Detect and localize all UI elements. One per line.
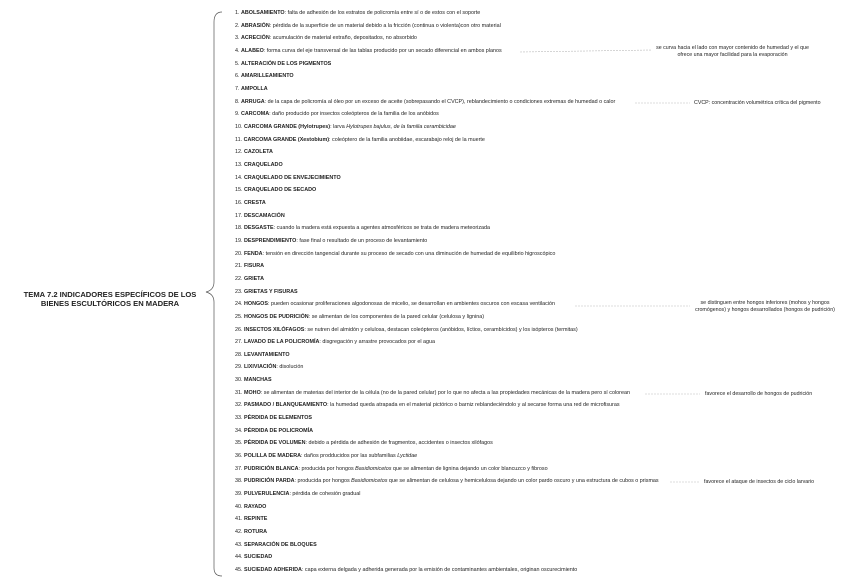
list-item xyxy=(235,377,272,384)
note-alabeo: se curva hacia el lado con mayor contenido de humedad y el que ofrece una mayor facilidad para la evaporación xyxy=(656,45,809,58)
list-item xyxy=(235,23,501,30)
item-term: HONGOS DE PUDRICIÓN xyxy=(244,313,309,320)
item-term: RAYADO xyxy=(244,503,267,510)
item-term: POLILLA DE MADERA xyxy=(244,453,301,460)
item-description: : cuando la madera está expuesta a agentes atmosféricos se trata de madera meteorizada xyxy=(273,225,491,232)
item-term: CAZOLETA xyxy=(244,149,273,156)
item-description: : se alimentan de los componentes de la pared celular (celulosa y lignina) xyxy=(308,313,484,320)
list-item xyxy=(235,187,316,194)
item-description-after: que se alimentan de lignina dejando un color blancuzco y fibroso xyxy=(391,465,548,472)
item-term: PÉRDIDA DE POLICROMÍA xyxy=(244,427,313,434)
item-term: GRIETAS Y FISURAS xyxy=(244,288,298,295)
item-number: 35. xyxy=(235,440,243,447)
list-item xyxy=(235,276,264,283)
item-term: SUCIEDAD ADHERIDA xyxy=(244,567,302,574)
item-number: 38. xyxy=(235,478,243,485)
item-number: 2. xyxy=(235,22,240,29)
item-number: 12. xyxy=(235,149,243,156)
item-number: 18. xyxy=(235,225,243,232)
item-term: HONGOS xyxy=(244,301,268,308)
item-number: 4. xyxy=(235,47,240,54)
list-item xyxy=(235,504,266,511)
list-item xyxy=(235,175,341,182)
list-item xyxy=(235,35,417,42)
item-number: 24. xyxy=(235,301,243,308)
list-item xyxy=(235,390,630,397)
item-description: : producida por hongos xyxy=(298,465,356,472)
item-number: 21. xyxy=(235,263,243,270)
item-term: SEPARACIÓN DE BLOQUES xyxy=(244,541,317,548)
item-number: 42. xyxy=(235,529,243,536)
note-arruga: CVCP: concentración volumétrica crítica del pigmento xyxy=(694,100,821,106)
item-term: MANCHAS xyxy=(244,377,272,384)
item-term: FENDA xyxy=(244,250,263,257)
item-term: SUCIEDAD xyxy=(244,554,273,561)
item-term: CRESTA xyxy=(244,199,266,206)
item-number: 37. xyxy=(235,465,243,472)
item-description: : se nutren del almidón y celulosa, destacan coleópteros (anóbidos, líctios, cerambícidos) y los isópteros (termitas) xyxy=(304,326,578,333)
list-item xyxy=(235,529,267,536)
item-description-italic: Hylotrupes bajulus, de la familia cerambicidae xyxy=(346,123,456,130)
item-term: ALABEO xyxy=(241,47,264,54)
note-moho: favorece el desarrollo de hongos de pudrición xyxy=(705,391,813,397)
list-item xyxy=(235,111,439,118)
item-number: 23. xyxy=(235,288,243,295)
item-term: DESCAMACIÓN xyxy=(244,212,285,219)
item-number: 26. xyxy=(235,326,243,333)
list-item xyxy=(235,73,294,80)
list-item xyxy=(235,10,480,17)
item-number: 5. xyxy=(235,60,240,67)
list-item xyxy=(235,466,548,473)
list-item xyxy=(235,200,266,207)
list-item xyxy=(235,440,493,447)
item-term: PUDRICIÓN BLANCA xyxy=(244,465,299,472)
list-item xyxy=(235,516,267,523)
item-term: LEVANTAMIENTO xyxy=(244,351,290,358)
item-term: ALTERACIÓN DE LOS PIGMENTOS xyxy=(241,60,332,67)
item-number: 32. xyxy=(235,402,243,409)
item-term: CARCOMA GRANDE (Xestobium) xyxy=(243,136,330,143)
item-number: 6. xyxy=(235,73,240,80)
note-pudricion: favorece el ataque de insectos de ciclo larvario xyxy=(704,479,815,485)
item-term: PÉRDIDA DE VOLUMEN xyxy=(244,440,306,447)
item-number: 25. xyxy=(235,313,243,320)
item-term: CARCOMA GRANDE (Hylotrupes) xyxy=(244,123,331,130)
item-description-italic: Lyctidae xyxy=(397,453,418,460)
item-term: AMPOLLA xyxy=(241,85,268,92)
item-description: : se alimentan de materias del interior de la célula (no de la pared celular) por lo que no afecta a las propiedades mecánicas de la madera pero sí colorean xyxy=(260,389,630,396)
list-item xyxy=(235,428,313,435)
list-item xyxy=(235,415,312,422)
item-number: 31. xyxy=(235,389,243,396)
item-description: : forma curva del eje transversal de las tablas producido por un secado diferencial en ambos planos xyxy=(263,47,502,54)
item-description-italic: Basidiomicetos xyxy=(355,465,392,472)
item-number: 36. xyxy=(235,453,243,460)
list-item xyxy=(235,478,659,485)
item-number: 1. xyxy=(235,10,240,16)
root-topic-title: TEMA 7.2 INDICADORES ESPECÍFICOS DE LOS BIENES ESCULTÓRICOS EN MADERA xyxy=(23,290,197,308)
item-term: LIXIVIACIÓN xyxy=(244,364,277,371)
item-term: ROTURA xyxy=(244,529,268,536)
item-term: CARCOMA xyxy=(241,111,270,118)
item-term: ABRASIÓN xyxy=(241,22,270,29)
list-item xyxy=(235,263,264,270)
item-number: 10. xyxy=(235,123,243,130)
list-item xyxy=(235,61,331,68)
list-item xyxy=(235,238,427,245)
item-description: : daño producido por insectos coleópteros de la familia de los anóbidos xyxy=(269,111,439,118)
item-number: 11. xyxy=(235,136,243,143)
list-item xyxy=(235,364,303,371)
list-item xyxy=(235,289,298,296)
item-description: : la humedad queda atrapada en el material pictórico o barniz reblandeciéndolo y al secarse forma una red de microfisuras xyxy=(327,402,620,409)
item-description: : debido a pérdida de adhesión de fragmentos, accidentes o insectos xilófagos xyxy=(305,440,493,447)
item-description: : pérdida de cohesión gradual xyxy=(289,491,361,498)
list-item xyxy=(235,99,615,106)
item-number: 41. xyxy=(235,516,243,523)
item-term: PASMADO / BLANQUEAMIENTO xyxy=(244,402,328,409)
item-term: ABOLSAMIENTO xyxy=(241,10,285,16)
note-connector-alabeo xyxy=(520,50,652,52)
list-item xyxy=(235,301,555,308)
item-term: CRAQUELADO xyxy=(244,161,283,168)
item-description: : fase final o resultado de un proceso de levantamiento xyxy=(296,237,428,244)
item-term: ACRECIÓN xyxy=(241,35,270,42)
item-number: 39. xyxy=(235,491,243,498)
item-description-after: que se alimentan de celulosa y hemicelulosa dejando un color pardo oscuro y una estructura de cubos o prismas xyxy=(387,478,659,485)
item-number: 8. xyxy=(235,98,240,105)
item-description: : daños prodducidos por las subfamilias xyxy=(301,453,398,460)
item-description: : de la capa de policromía al óleo por un exceso de aceite (sobrepasando el CVCP), reblandecimiento o condiciones extremas de humedad o calor xyxy=(264,98,616,105)
list-item xyxy=(235,402,620,409)
item-description: : capa externa delgada y adherida generada por la emisión de contaminantes ambientales, originan oscurecimiento xyxy=(301,567,578,574)
item-number: 3. xyxy=(235,35,240,42)
item-term: PUDRICIÓN PARDA xyxy=(244,478,295,485)
list-item xyxy=(235,86,268,93)
list-item xyxy=(235,48,502,55)
item-term: MOHO xyxy=(244,389,261,396)
item-description: : pueden ocasionar proliferaciones algodonosas de micelio, se desarrollan en ambientes oscuros con escasa ventilación xyxy=(267,301,556,308)
item-number: 17. xyxy=(235,212,243,219)
list-item xyxy=(235,149,273,156)
item-number: 40. xyxy=(235,503,243,510)
item-number: 15. xyxy=(235,187,243,194)
item-number: 29. xyxy=(235,364,243,371)
item-number: 28. xyxy=(235,351,243,358)
item-description-italic: Basidiomicetos xyxy=(351,478,388,485)
item-term: AMARILLEAMIENTO xyxy=(241,73,294,80)
item-term: GRIETA xyxy=(244,275,264,282)
item-number: 14. xyxy=(235,174,243,181)
item-number: 27. xyxy=(235,339,243,346)
item-number: 13. xyxy=(235,161,243,168)
item-number: 45. xyxy=(235,567,243,574)
item-number: 7. xyxy=(235,85,240,92)
item-number: 22. xyxy=(235,275,243,282)
item-number: 16. xyxy=(235,199,243,206)
item-description: : acumulación de material extraño, depositados, no absorbido xyxy=(269,35,417,42)
item-description: : falta de adhesión de los estratos de policromía entre sí o de estos con el soporte xyxy=(284,10,481,16)
item-description: : disgregación y arrastre provocados por el agua xyxy=(319,339,436,346)
item-number: 43. xyxy=(235,541,243,548)
item-description: : pérdida de la superficie de un material debido a la fricción (continua o violenta)con otro material xyxy=(269,22,501,29)
item-term: DESGASTE xyxy=(244,225,274,232)
note-hongos: se distinguen entre hongos inferiores (mohos y hongos cromógenos) y hongos desarrollados (hongos de pudrición) xyxy=(695,300,835,313)
item-term: FISURA xyxy=(244,263,265,270)
list-item xyxy=(235,137,485,144)
item-term: CRAQUELADO DE SECADO xyxy=(244,187,317,194)
list-item xyxy=(235,327,578,334)
item-term: REPINTE xyxy=(244,516,268,523)
list-item xyxy=(235,491,360,498)
item-number: 9. xyxy=(235,111,240,118)
item-number: 34. xyxy=(235,427,243,434)
item-description: : coleóptero de la familia anobiidae, escarabajo reloj de la muerte xyxy=(329,136,485,143)
item-term: ARRUGA xyxy=(241,98,265,105)
list-item xyxy=(235,225,490,232)
item-number: 33. xyxy=(235,415,243,422)
item-description: : producida por hongos xyxy=(294,478,352,485)
item-term: LAVADO DE LA POLICROMÍA xyxy=(244,339,320,346)
item-number: 19. xyxy=(235,237,243,244)
item-description: : tensión en dirección tangencial durante su proceso de secado con una diminución de humedad de equilibrio higroscópico xyxy=(262,250,556,257)
item-number: 30. xyxy=(235,377,243,384)
item-description: : disolución xyxy=(276,364,304,371)
list-item xyxy=(235,542,317,549)
item-term: PULVERULENCIA xyxy=(244,491,290,498)
item-description: : larva xyxy=(330,123,347,130)
item-term: INSECTOS XILÓFAGOS xyxy=(244,326,305,333)
item-number: 44. xyxy=(235,554,243,561)
list-item xyxy=(235,554,272,561)
list-item xyxy=(235,314,484,321)
list-item xyxy=(235,251,555,258)
list-item xyxy=(235,352,290,359)
list-item xyxy=(235,339,435,346)
item-term: CRAQUELADO DE ENVEJECIMIENTO xyxy=(244,174,341,181)
list-item xyxy=(235,213,285,220)
list-item xyxy=(235,162,283,169)
list-item xyxy=(235,567,577,574)
item-number: 20. xyxy=(235,250,243,257)
item-term: DESPRENDIMIENTO xyxy=(244,237,297,244)
list-item xyxy=(235,124,456,131)
item-term: PÉRDIDA DE ELEMENTOS xyxy=(244,415,312,422)
list-item xyxy=(235,453,417,460)
